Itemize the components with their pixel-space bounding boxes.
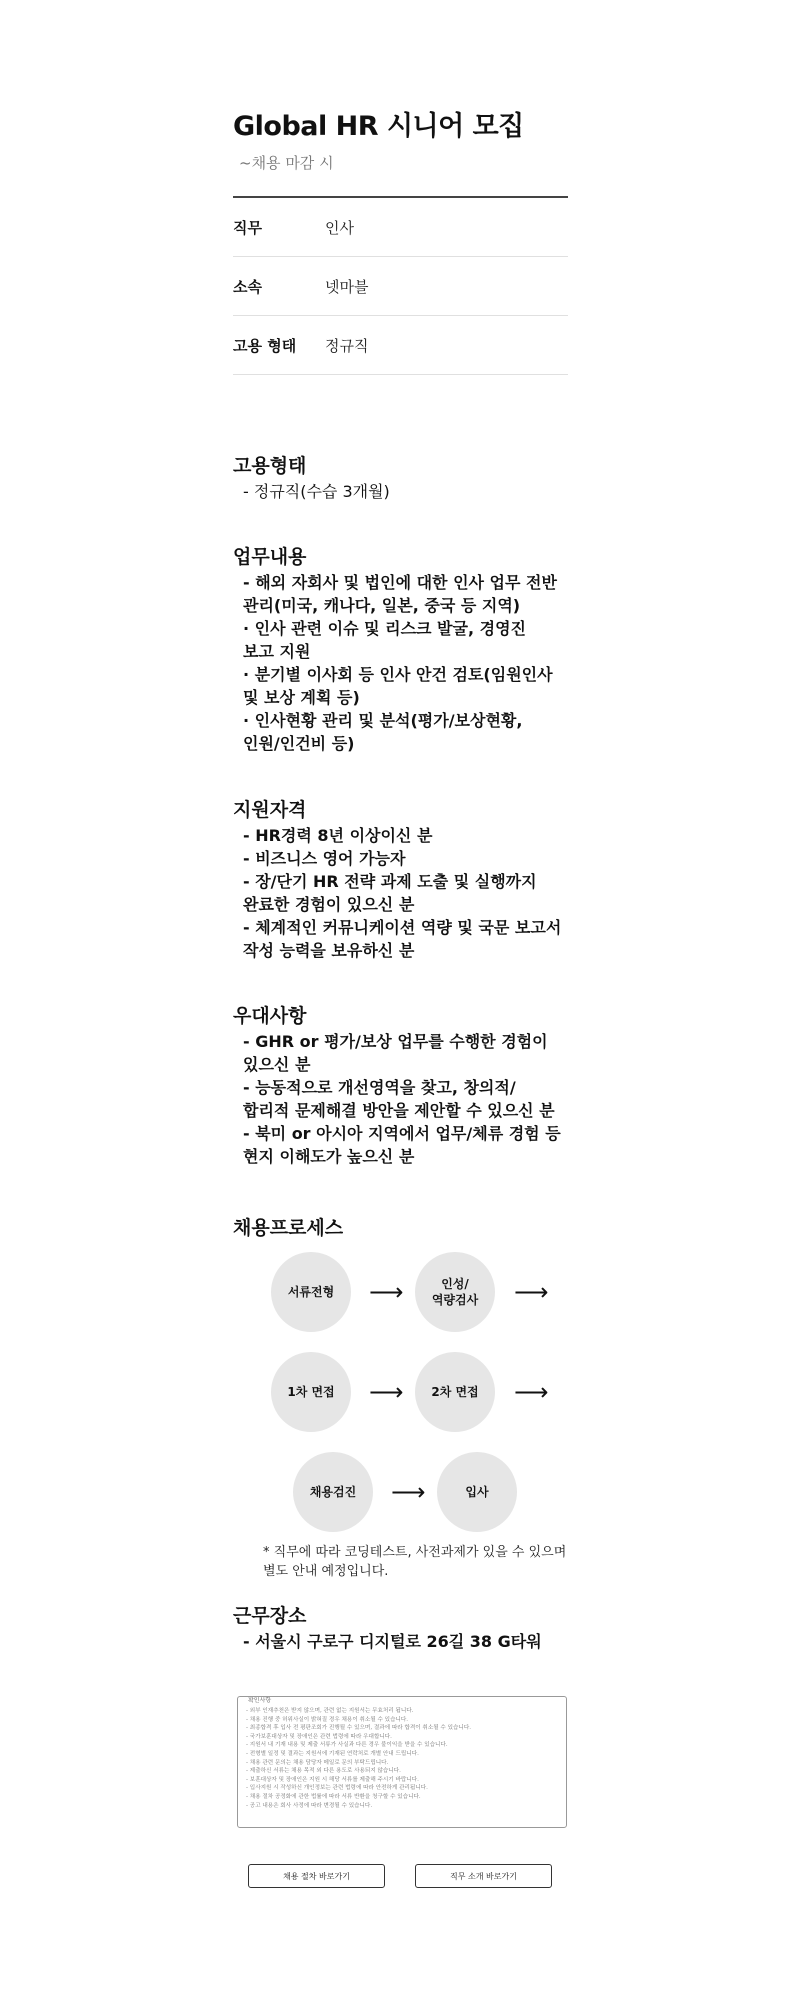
section-heading: 우대사항 [233, 1005, 307, 1027]
notice-title: 확인사항 [248, 1697, 272, 1704]
arrow-right-icon: ⟶ [514, 1278, 549, 1306]
process-link-button[interactable]: 채용 절차 바로가기 [248, 1864, 385, 1888]
section-heading: 지원자격 [233, 799, 307, 821]
page-title: Global HR 시니어 모집 [233, 111, 524, 142]
notice-lines [246, 1707, 560, 1810]
section-line: 관리(미국, 캐나다, 일본, 중국 등 지역) [243, 596, 521, 615]
notice-line: - 전형별 일정 및 결과는 지원서에 기재된 연락처로 개별 안내 드립니다. [246, 1750, 419, 1757]
job-info-table [233, 196, 568, 375]
deadline-text: ~채용 마감 시 [239, 154, 334, 172]
notice-line: - 국가보훈대상자 및 장애인은 관련 법령에 따라 우대합니다. [246, 1733, 392, 1740]
notice-box [237, 1696, 567, 1828]
section-heading: 업무내용 [233, 546, 307, 568]
section-line: - 능동적으로 개선영역을 찾고, 창의적/ [243, 1078, 516, 1097]
notice-line: - 제출하신 서류는 채용 목적 외 다른 용도로 사용되지 않습니다. [246, 1768, 401, 1775]
notice-line: - 보훈대상자 및 장애인은 지원 시 해당 서류를 제출해 주시기 바랍니다. [246, 1776, 419, 1783]
section-heading: 채용프로세스 [233, 1217, 344, 1239]
section-line: 및 보상 계획 등) [243, 688, 360, 707]
section-line: - 정규직(수습 3개월) [243, 482, 390, 501]
qualifications-section [233, 795, 573, 962]
info-key: 소속 [233, 277, 262, 296]
info-key: 고용 형태 [233, 336, 297, 355]
notice-line: - 최종합격 후 입사 전 평판조회가 진행될 수 있으며, 결과에 따라 합격이 취소될 수 있습니다. [246, 1725, 471, 1732]
info-row-employment-type [233, 316, 568, 375]
section-line: - 비즈니스 영어 가능자 [243, 849, 406, 868]
section-line: 합리적 문제해결 방안을 제안할 수 있으신 분 [243, 1101, 555, 1120]
location-section [233, 1601, 573, 1653]
section-line: 완료한 경험이 있으신 분 [243, 895, 415, 914]
arrow-right-icon: ⟶ [369, 1278, 404, 1306]
process-step: 채용검진 [293, 1452, 373, 1532]
section-line: - GHR or 평가/보상 업무를 수행한 경험이 [243, 1032, 548, 1051]
notice-line: - 외부 인재추천은 받지 않으며, 관련 없는 지원서는 무효처리 됩니다. [246, 1708, 414, 1714]
process-step: 인성/ 역량검사 [415, 1252, 495, 1332]
arrow-right-icon: ⟶ [369, 1378, 404, 1406]
section-line: 있으신 분 [243, 1055, 311, 1074]
section-heading: 근무장소 [233, 1605, 307, 1627]
info-value: 인사 [325, 218, 354, 237]
section-line: · 분기별 이사회 등 인사 안건 검토(임원인사 [243, 665, 553, 684]
process-step: 서류전형 [271, 1252, 351, 1332]
section-line: 보고 지원 [243, 642, 311, 661]
process-step: 1차 면접 [271, 1352, 351, 1432]
duties-section [233, 542, 573, 755]
section-line: - 서울시 구로구 디지털로 26길 38 G타워 [243, 1632, 542, 1651]
info-row-affiliation [233, 257, 568, 316]
notice-line: - 채용 절차 공정화에 관한 법률에 따라 서류 반환을 청구할 수 있습니다. [246, 1793, 421, 1800]
section-line: · 인사 관련 이슈 및 리스크 발굴, 경영진 [243, 619, 526, 638]
employment-section [233, 451, 573, 503]
info-value: 정규직 [325, 336, 369, 355]
notice-line: - 입사지원 시 작성하신 개인정보는 관련 법령에 따라 안전하게 관리됩니다. [246, 1785, 428, 1792]
info-value: 넷마블 [325, 277, 369, 296]
section-line: - 북미 or 아시아 지역에서 업무/체류 경험 등 [243, 1124, 561, 1143]
notice-line: - 공고 내용은 회사 사정에 따라 변경될 수 있습니다. [246, 1802, 373, 1809]
info-row-job [233, 198, 568, 257]
note-line: * 직무에 따라 코딩테스트, 사전과제가 있을 수 있으며 [263, 1545, 567, 1560]
note-line: 별도 안내 예정입니다. [263, 1564, 389, 1579]
notice-line: - 채용 진행 중 허위사실이 밝혀질 경우 채용이 취소될 수 있습니다. [246, 1716, 409, 1723]
section-line: 인원/인건비 등) [243, 734, 355, 753]
section-line: 작성 능력을 보유하신 분 [243, 941, 415, 960]
process-note [263, 1543, 566, 1581]
section-line: - 장/단기 HR 전략 과제 도출 및 실행까지 [243, 872, 537, 891]
arrow-right-icon: ⟶ [391, 1478, 426, 1506]
section-line: · 인사현황 관리 및 분석(평가/보상현황, [243, 711, 523, 730]
section-heading: 고용형태 [233, 455, 307, 477]
section-line: 현지 이해도가 높으신 분 [243, 1147, 415, 1166]
job-intro-link-button[interactable]: 직무 소개 바로가기 [415, 1864, 552, 1888]
section-line: - 해외 자회사 및 법인에 대한 인사 업무 전반 [243, 573, 557, 592]
notice-line: - 채용 관련 문의는 채용 담당자 메일로 문의 부탁드립니다. [246, 1759, 389, 1766]
process-section [233, 1213, 573, 1242]
section-line: - 체계적인 커뮤니케이션 역량 및 국문 보고서 [243, 918, 562, 937]
process-step: 2차 면접 [415, 1352, 495, 1432]
notice-line: - 지원서 내 기재 내용 및 제출 서류가 사실과 다른 경우 불이익을 받을 수 있습니다. [246, 1742, 448, 1749]
info-key: 직무 [233, 218, 262, 237]
process-step: 입사 [437, 1452, 517, 1532]
arrow-right-icon: ⟶ [514, 1378, 549, 1406]
section-line: - HR경력 8년 이상이신 분 [243, 826, 433, 845]
preferred-section [233, 1001, 573, 1168]
